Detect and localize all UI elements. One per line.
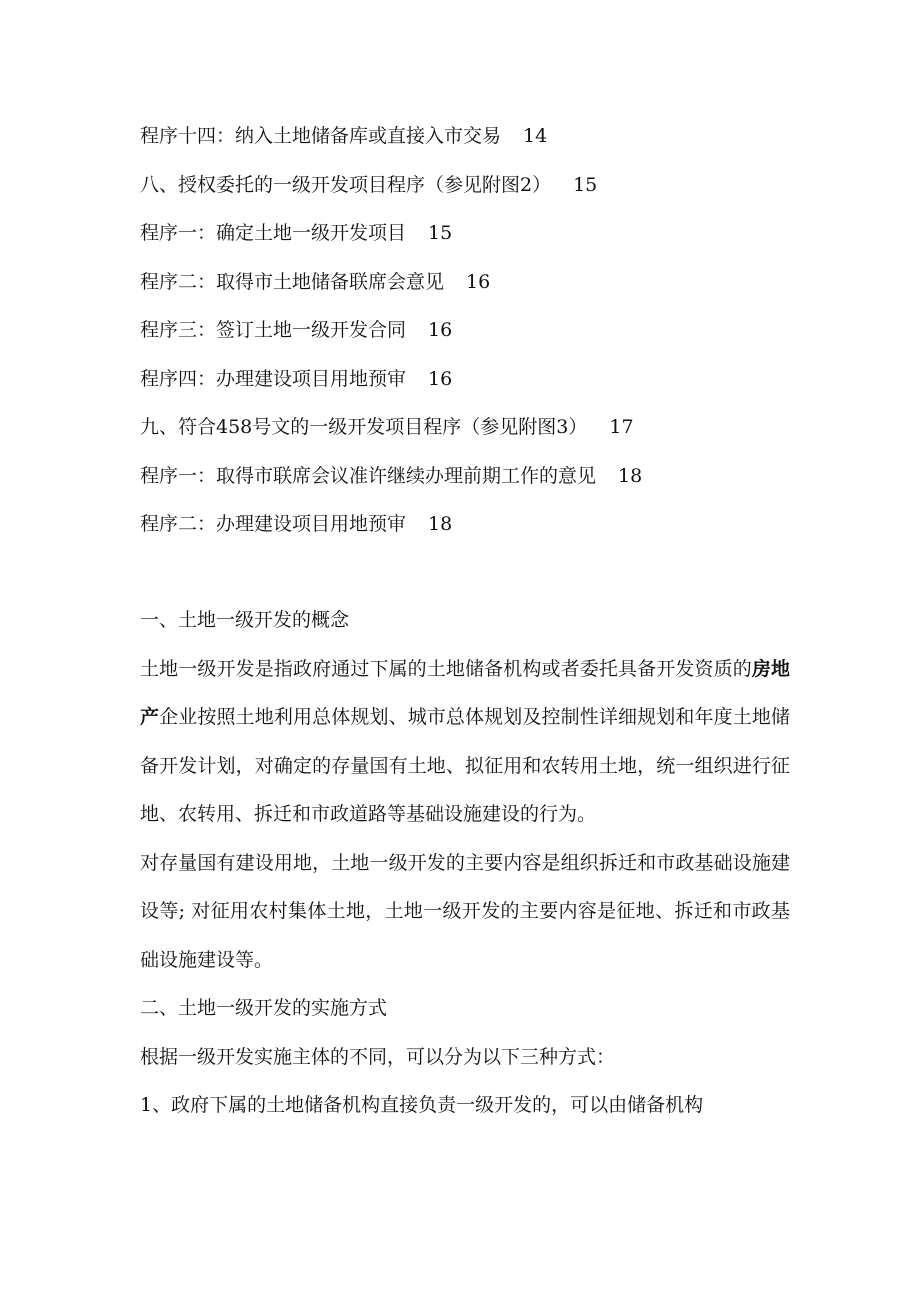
toc-entry-title: 八、授权委托的一级开发项目程序（参见附图2）: [140, 173, 552, 196]
toc-entry-title: 程序三：签订土地一级开发合同: [140, 319, 407, 341]
paragraph-text: 土地一级开发是指政府通过下属的土地储备机构或者委托具备开发资质的: [140, 657, 752, 680]
toc-entry-title: 程序四：办理建设项目用地预审: [140, 367, 407, 390]
paragraph-definition: [140, 645, 790, 839]
toc-entry-title: 程序二：办理建设项目用地预审: [140, 513, 407, 535]
paragraph-intro: 根据一级开发实施主体的不同，可以分为以下三种方式：: [140, 1045, 616, 1068]
toc-entry-title: 程序一：取得市联席会议准许继续办理前期工作的意见: [140, 464, 597, 487]
toc-entry-page: 15: [428, 222, 453, 244]
toc-entry: [140, 312, 840, 361]
toc-entry-page: 17: [609, 416, 634, 438]
toc-entry-page: 18: [618, 464, 643, 487]
toc-entry: [140, 167, 840, 216]
table-of-contents: [140, 118, 840, 555]
toc-entry-page: 18: [428, 513, 453, 535]
document-body: [140, 596, 790, 1130]
toc-entry: [140, 264, 840, 313]
toc-entry: [140, 118, 840, 167]
toc-entry-page: 16: [428, 367, 453, 390]
toc-entry: [140, 409, 840, 458]
toc-entry-title: 程序二：取得市土地储备联席会意见: [140, 270, 445, 293]
toc-entry-page: 16: [428, 319, 453, 341]
toc-entry: [140, 361, 840, 410]
toc-entry-page: 16: [466, 270, 491, 293]
section-heading-concept: 一、土地一级开发的概念: [140, 609, 350, 631]
paragraph-item-1: 1、政府下属的土地储备机构直接负责一级开发的，可以由储备机构: [140, 1094, 704, 1116]
toc-entry-page: 14: [523, 125, 548, 147]
toc-entry: [140, 215, 840, 264]
paragraph-text: 企业按照土地利用总体规划、城市总体规划及控制性详细规划和年度土地储备开发计划，对确定的存量国有土地、拟征用和农转用土地，统一组织进行征地、农转用、拆迁和市政道路等基础设施建设的行为。: [140, 706, 790, 825]
toc-entry-page: 15: [573, 173, 598, 196]
toc-entry: [140, 458, 840, 507]
bold-term: 房地产: [140, 657, 790, 728]
toc-entry-title: 九、符合458号文的一级开发项目程序（参见附图3）: [140, 416, 588, 438]
toc-entry-title: 程序一：确定土地一级开发项目: [140, 222, 407, 244]
paragraph-content: 对存量国有建设用地，土地一级开发的主要内容是组织拆迁和市政基础设施建设等; 对征用农村集体土地，土地一级开发的主要内容是征地、拆迁和市政基础设施建设等。: [140, 851, 790, 971]
toc-entry: [140, 506, 840, 555]
toc-entry-title: 程序十四：纳入土地储备库或直接入市交易: [140, 125, 502, 147]
section-heading-implementation: 二、土地一级开发的实施方式: [140, 997, 388, 1019]
